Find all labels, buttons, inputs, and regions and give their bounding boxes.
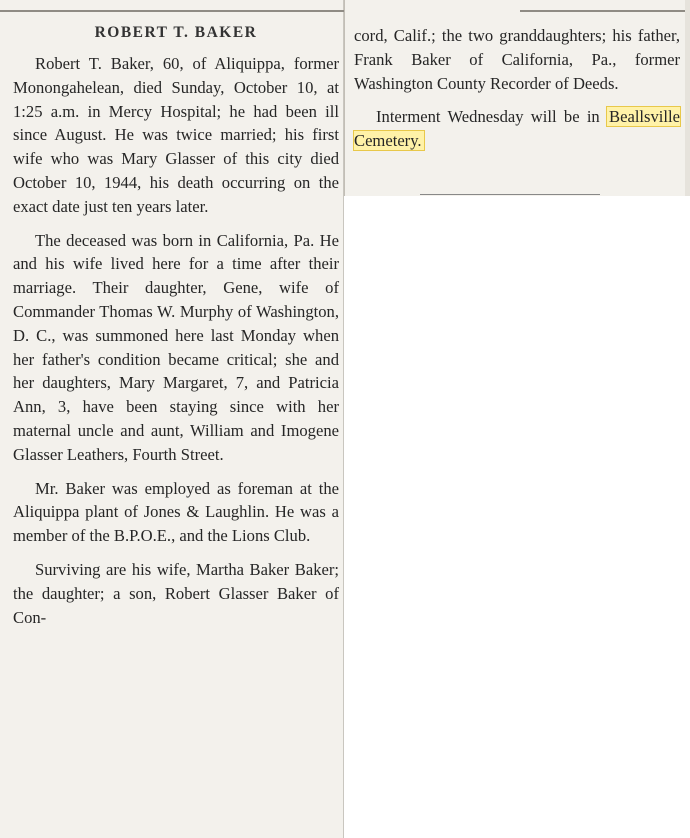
interment-text: Interment Wednesday will be in xyxy=(376,107,600,127)
paragraph-continuation: cord, Calif.; the two granddaughters; his father, Frank Baker of California, Pa., former Washington County Recorder of Deeds. xyxy=(354,26,680,93)
paragraph-interment xyxy=(354,105,680,153)
end-rule xyxy=(420,194,600,195)
top-rule xyxy=(0,10,344,12)
top-rule-right xyxy=(520,10,685,12)
adjacent-column-edge xyxy=(685,0,690,196)
paragraph-employment: Mr. Baker was employed as foreman at the Aliquippa plant of Jones & Laughlin. He was a member of the B.P.O.E., and the Lions Club. xyxy=(13,478,339,546)
paragraph-family: The deceased was born in California, Pa. He and his wife lived here for a time after their marriage. Their daughter, Gene, wife of Commander Thomas W. Murphy of Washington, D. C., was summoned here last Monday when her father's condition became critical; she and her daughters, Mary Margaret, 7, and Patricia Ann, 3, have been staying since with her maternal uncle and aunt, William and Imogene Glasser Leathers, Fourth Street. xyxy=(13,230,339,464)
left-column xyxy=(0,0,344,838)
highlighted-cemetery: Beallsville Cemetery. xyxy=(354,107,680,151)
paragraph-death-notice: Robert T. Baker, 60, of Aliquippa, former Monongahelean, died Sunday, October 10, at 1:25 a.m. in Mercy Hospital; he had been ill since August. He was twice married; his first wife who was Mary Glasser of this city died October 10, 1944, his death occurring on the exact date just ten years later. xyxy=(13,54,339,216)
obituary-headline: ROBERT T. BAKER xyxy=(94,24,258,41)
paragraph-survivors: Surviving are his wife, Martha Baker Baker; the daughter; a son, Robert Glasser Baker of Con- xyxy=(13,559,339,627)
right-column xyxy=(345,0,685,196)
